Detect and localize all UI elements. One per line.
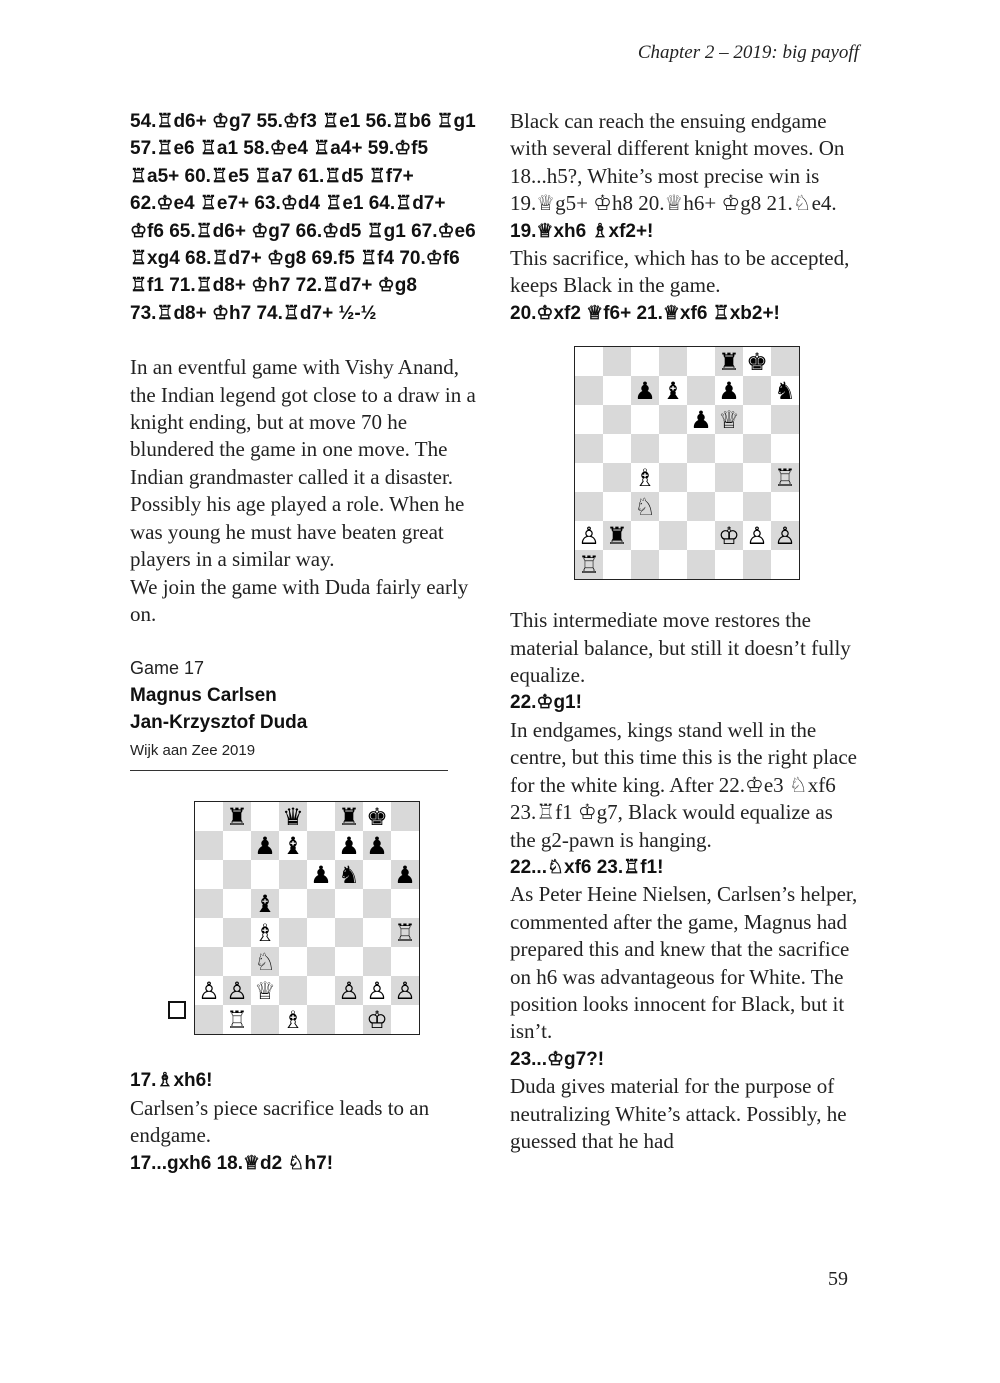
square-d3	[279, 947, 307, 976]
move-23: 23...♔g7?!	[510, 1048, 605, 1070]
square-d4	[279, 918, 307, 947]
square-e1	[307, 1005, 335, 1034]
square-b3	[603, 492, 631, 521]
square-h2: ♙	[771, 521, 799, 550]
square-e6: ♟	[687, 405, 715, 434]
square-c2: ♕	[251, 976, 279, 1005]
square-e7	[307, 831, 335, 860]
square-b4	[603, 463, 631, 492]
square-e4	[687, 463, 715, 492]
paragraph-duda: Duda gives material for the purpose of neutralizing White’s attack. Possibly, he guessed that he had	[510, 1074, 847, 1153]
diagram-1-wrap	[130, 771, 480, 1067]
square-g6	[743, 405, 771, 434]
square-e5	[307, 889, 335, 918]
paragraph-endgame-kings: In endgames, kings stand well in the centre, but this time this is the right place for the white king. After 22.♔e3 ♘xf6 23.♖f1 ♔g7, Black would equalize as the g2-pawn is hanging.	[510, 717, 858, 852]
diagram-2-wrap	[510, 327, 860, 607]
square-g6	[363, 860, 391, 889]
square-d1: ♗	[279, 1005, 307, 1034]
white-player-name: Magnus Carlsen	[130, 685, 277, 707]
square-e1	[687, 550, 715, 579]
square-h4: ♖	[391, 918, 419, 947]
square-f6: ♕	[715, 405, 743, 434]
square-e3	[687, 492, 715, 521]
square-g5	[743, 434, 771, 463]
square-c4: ♗	[631, 463, 659, 492]
square-a8	[575, 347, 603, 376]
square-h7: ♞	[771, 376, 799, 405]
square-h2: ♙	[391, 976, 419, 1005]
square-b2: ♙	[223, 976, 251, 1005]
square-a6	[575, 405, 603, 434]
paragraph-piece-sacrifice: Carlsen’s piece sacrifice leads to an endgame.	[130, 1095, 430, 1148]
square-a4	[195, 918, 223, 947]
move-22-23: 22...♘xf6 23.♖f1!	[510, 856, 664, 878]
move-19: 19.♕xh6 ♗xf2+!	[510, 220, 654, 242]
chess-diagram-2	[574, 346, 800, 580]
square-c6	[251, 860, 279, 889]
square-d6	[279, 860, 307, 889]
square-d2	[279, 976, 307, 1005]
square-g4	[743, 463, 771, 492]
move-17-18: 17...gxh6 18.♕d2 ♘h7!	[130, 1152, 334, 1174]
square-g2: ♙	[743, 521, 771, 550]
square-g4	[363, 918, 391, 947]
game-number: Game 17	[130, 658, 205, 679]
square-f4	[715, 463, 743, 492]
paragraph-intermediate-move: This intermediate move restores the material balance, but still it doesn’t fully equalize.	[510, 608, 851, 688]
paragraph-join-game: We join the game with Duda fairly early on.	[130, 574, 469, 626]
square-h1	[391, 1005, 419, 1034]
chess-diagram-1	[194, 801, 420, 1035]
square-h6: ♟	[391, 860, 419, 889]
square-g8: ♚	[363, 802, 391, 831]
square-b8: ♜	[223, 802, 251, 831]
square-g1: ♔	[363, 1005, 391, 1034]
square-b6	[223, 860, 251, 889]
square-d8: ♛	[279, 802, 307, 831]
square-g2: ♙	[363, 976, 391, 1005]
square-b1: ♖	[223, 1005, 251, 1034]
game-venue: Wijk aan Zee 2019	[130, 742, 256, 760]
square-a3	[575, 492, 603, 521]
square-h7	[391, 831, 419, 860]
square-h3	[771, 492, 799, 521]
square-d1	[659, 550, 687, 579]
square-c3: ♘	[631, 492, 659, 521]
square-f5	[715, 434, 743, 463]
paragraph-anand: In an eventful game with Vishy Anand, the Indian legend got close to a draw in a knight ending, but at move 70 he blundered the game in one move. The Indian grandmaster called it a disaster. Possibly his age played a role. When he was young he must have beaten great players in a similar way.	[130, 355, 476, 572]
square-d8	[659, 347, 687, 376]
square-h4: ♖	[771, 463, 799, 492]
square-f2: ♔	[715, 521, 743, 550]
square-a7	[195, 831, 223, 860]
black-player-name: Jan-Krzysztof Duda	[130, 712, 308, 734]
square-b5	[223, 889, 251, 918]
square-c8	[251, 802, 279, 831]
square-g8: ♚	[743, 347, 771, 376]
move-22: 22.♔g1!	[510, 692, 582, 714]
square-c8	[631, 347, 659, 376]
square-a1	[195, 1005, 223, 1034]
square-c4: ♗	[251, 918, 279, 947]
square-f8: ♜	[335, 802, 363, 831]
square-h6	[771, 405, 799, 434]
square-e5	[687, 434, 715, 463]
square-a6	[195, 860, 223, 889]
square-f7: ♟	[715, 376, 743, 405]
square-f1	[335, 1005, 363, 1034]
square-c6	[631, 405, 659, 434]
square-f4	[335, 918, 363, 947]
square-b6	[603, 405, 631, 434]
square-e2	[307, 976, 335, 1005]
square-f1	[715, 550, 743, 579]
square-f3	[715, 492, 743, 521]
square-c5: ♝	[251, 889, 279, 918]
square-c5	[631, 434, 659, 463]
square-d2	[659, 521, 687, 550]
square-b8	[603, 347, 631, 376]
square-d5	[659, 434, 687, 463]
square-a8	[195, 802, 223, 831]
move-17: 17.♗xh6!	[130, 1070, 213, 1092]
square-e3	[307, 947, 335, 976]
square-c3: ♘	[251, 947, 279, 976]
square-b4	[223, 918, 251, 947]
square-f2: ♙	[335, 976, 363, 1005]
square-e2	[687, 521, 715, 550]
square-e7	[687, 376, 715, 405]
square-f6: ♞	[335, 860, 363, 889]
right-column	[510, 108, 860, 1155]
square-e8	[687, 347, 715, 376]
square-h5	[391, 889, 419, 918]
square-h5	[771, 434, 799, 463]
square-h3	[391, 947, 419, 976]
square-d3	[659, 492, 687, 521]
square-d4	[659, 463, 687, 492]
square-f5	[335, 889, 363, 918]
square-g3	[363, 947, 391, 976]
square-f8: ♜	[715, 347, 743, 376]
square-d5	[279, 889, 307, 918]
paragraph-knight-moves: Black can reach the ensuing endgame with several different knight moves. On 18...h5?, White’s most precise win is 19.♕g5+ ♔h8 20.♕h6+ ♔g8 21.♘e4.	[510, 109, 845, 216]
square-h1	[771, 550, 799, 579]
square-f3	[335, 947, 363, 976]
square-a2: ♙	[575, 521, 603, 550]
square-a4	[575, 463, 603, 492]
square-a7	[575, 376, 603, 405]
square-a1: ♖	[575, 550, 603, 579]
square-g3	[743, 492, 771, 521]
move-20-21: 20.♔xf2 ♕f6+ 21.♕xf6 ♖xb2+!	[510, 302, 780, 324]
square-d6	[659, 405, 687, 434]
square-b7	[603, 376, 631, 405]
moves-54-74: 54.♖d6+ ♔g7 55.♔f3 ♖e1 56.♖b6 ♖g1 57.♖e6 ♖a1 58.♔e4 ♖a4+ 59.♔f5 ♖a5+ 60.♖e5 ♖a7 61.♖d5 ♖f7+ 62.♔e4 ♖e7+ 63.♔d4 ♖e1 64.♖d7+ ♔f6 65.♖d6+ ♔g7 66.♔d5 ♖g1 67.♔e6 ♖xg4 68.♖d7+ ♔g8 69.f5 ♖f4 70.♔f6 ♖f1 71.♖d8+ ♔h7 72.♖d7+ ♔g8 73.♖d8+ ♔h7 74.♖d7+ ½-½	[130, 111, 476, 324]
square-e8	[307, 802, 335, 831]
square-g1	[743, 550, 771, 579]
square-b7	[223, 831, 251, 860]
square-g7: ♟	[363, 831, 391, 860]
square-a2: ♙	[195, 976, 223, 1005]
running-head: Chapter 2 – 2019: big payoff	[637, 42, 859, 63]
square-h8	[391, 802, 419, 831]
square-d7: ♝	[659, 376, 687, 405]
paragraph-sacrifice: This sacrifice, which has to be accepted, keeps Black in the game.	[510, 246, 850, 298]
square-c1	[631, 550, 659, 579]
square-b3	[223, 947, 251, 976]
paragraph-nielsen: As Peter Heine Nielsen, Carlsen’s helper, commented after the game, Magnus had prepared this and knew that the sacrifice on h6 was advantageous for White. The position looks innocent for Black, but it isn’t.	[510, 882, 858, 1044]
square-f7: ♟	[335, 831, 363, 860]
square-a3	[195, 947, 223, 976]
square-b5	[603, 434, 631, 463]
square-e4	[307, 918, 335, 947]
square-a5	[575, 434, 603, 463]
square-c7: ♟	[251, 831, 279, 860]
square-c1	[251, 1005, 279, 1034]
square-b1	[603, 550, 631, 579]
square-d7: ♝	[279, 831, 307, 860]
white-to-move-square-icon	[168, 1001, 186, 1019]
square-g7	[743, 376, 771, 405]
square-h8	[771, 347, 799, 376]
square-b2: ♜	[603, 521, 631, 550]
square-g5	[363, 889, 391, 918]
left-column	[130, 108, 480, 1177]
square-e6: ♟	[307, 860, 335, 889]
square-c7: ♟	[631, 376, 659, 405]
square-c2	[631, 521, 659, 550]
square-a5	[195, 889, 223, 918]
page-number: 59	[828, 1268, 848, 1290]
